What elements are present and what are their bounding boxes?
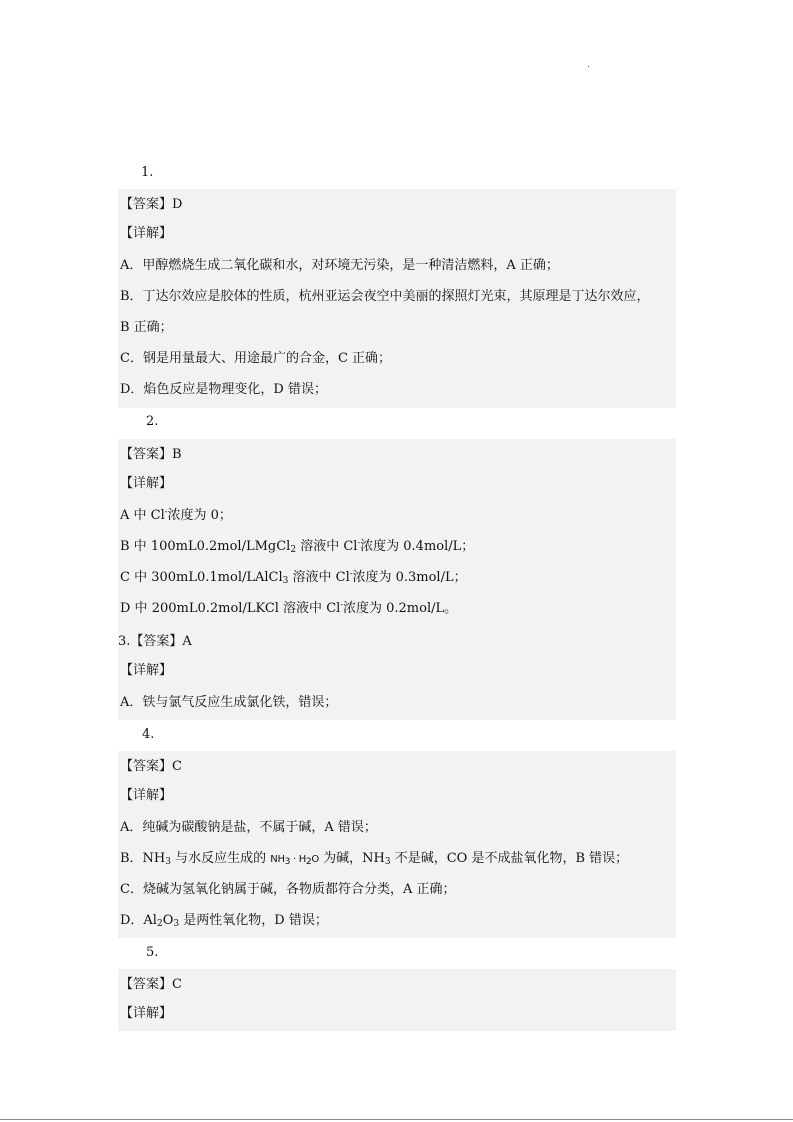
question-4-block bbox=[118, 751, 676, 938]
q4-line-c: C．烧碱为氢氧化钠属于碱，各物质都符合分类，A 正确； bbox=[120, 882, 456, 897]
q2-line-c: C 中 300mL0.1mol/LAlCl$_3$ 溶液中 Cl-浓度为 0.3mol/L； bbox=[120, 569, 467, 586]
q1-line-b-cont: B 正确； bbox=[120, 320, 173, 335]
q4-detail-heading: 【详解】 bbox=[120, 788, 173, 803]
q3-detail-heading: 【详解】 bbox=[120, 663, 173, 678]
q3-answer: 3.【答案】A bbox=[118, 634, 192, 649]
q4-line-d: D．$Al_2O_3$ 是两性氧化物，D 错误； bbox=[120, 913, 328, 929]
q5-detail-heading: 【详解】 bbox=[120, 1006, 173, 1021]
page-dot bbox=[588, 66, 589, 67]
q2-detail-heading: 【详解】 bbox=[120, 476, 173, 491]
q1-detail-heading: 【详解】 bbox=[120, 226, 173, 241]
q3-line-a: A．铁与氯气反应生成氯化铁，错误； bbox=[120, 695, 338, 710]
q1-answer: 【答案】D bbox=[120, 197, 183, 212]
question-1-block bbox=[118, 189, 676, 408]
q5-answer: 【答案】C bbox=[120, 977, 182, 992]
q1-line-c: C．钢是用量最大、用途最广的合金，C 正确； bbox=[120, 351, 392, 366]
q1-line-a: A．甲醇燃烧生成二氧化碳和水，对环境无污染，是一种清洁燃料，A 正确； bbox=[120, 258, 559, 273]
question-5-number: 5. bbox=[146, 945, 159, 960]
q2-line-a: A 中 Cl-浓度为 0； bbox=[120, 507, 232, 523]
q4-line-a: A．纯碱为碳酸钠是盐，不属于碱，A 错误； bbox=[120, 820, 377, 835]
q1-line-d: D．焰色反应是物理变化，D 错误； bbox=[120, 382, 327, 397]
formula-nh3-h2o: $NH_3 \cdot H_2O$ bbox=[270, 854, 319, 867]
question-4-number: 4. bbox=[142, 727, 155, 742]
page-bottom-divider bbox=[0, 1119, 793, 1120]
q4-answer: 【答案】C bbox=[120, 759, 182, 774]
question-2-block bbox=[118, 439, 676, 720]
question-5-block bbox=[118, 969, 676, 1031]
q1-line-b: B．丁达尔效应是胶体的性质，杭州亚运会夜空中美丽的探照灯光束，其原理是丁达尔效应， bbox=[120, 289, 650, 304]
q2-line-b: B 中 100mL0.2mol/LMgCl$_2$ 溶液中 Cl-浓度为 0.4mol/L； bbox=[120, 538, 475, 555]
q4-line-b: B．$NH_3$ 与水反应生成的 $NH_3 \cdot H_2O$ 为碱，$NH_3$ 不是碱，CO 是不成盐氧化物，B 错误； bbox=[120, 851, 629, 867]
question-2-number: 2. bbox=[146, 414, 159, 429]
question-1-number: 1. bbox=[141, 165, 154, 180]
q2-answer: 【答案】B bbox=[120, 447, 182, 462]
q2-line-d: D 中 200mL0.2mol/LKCl 溶液中 Cl-浓度为 0.2mol/L。 bbox=[120, 600, 458, 616]
